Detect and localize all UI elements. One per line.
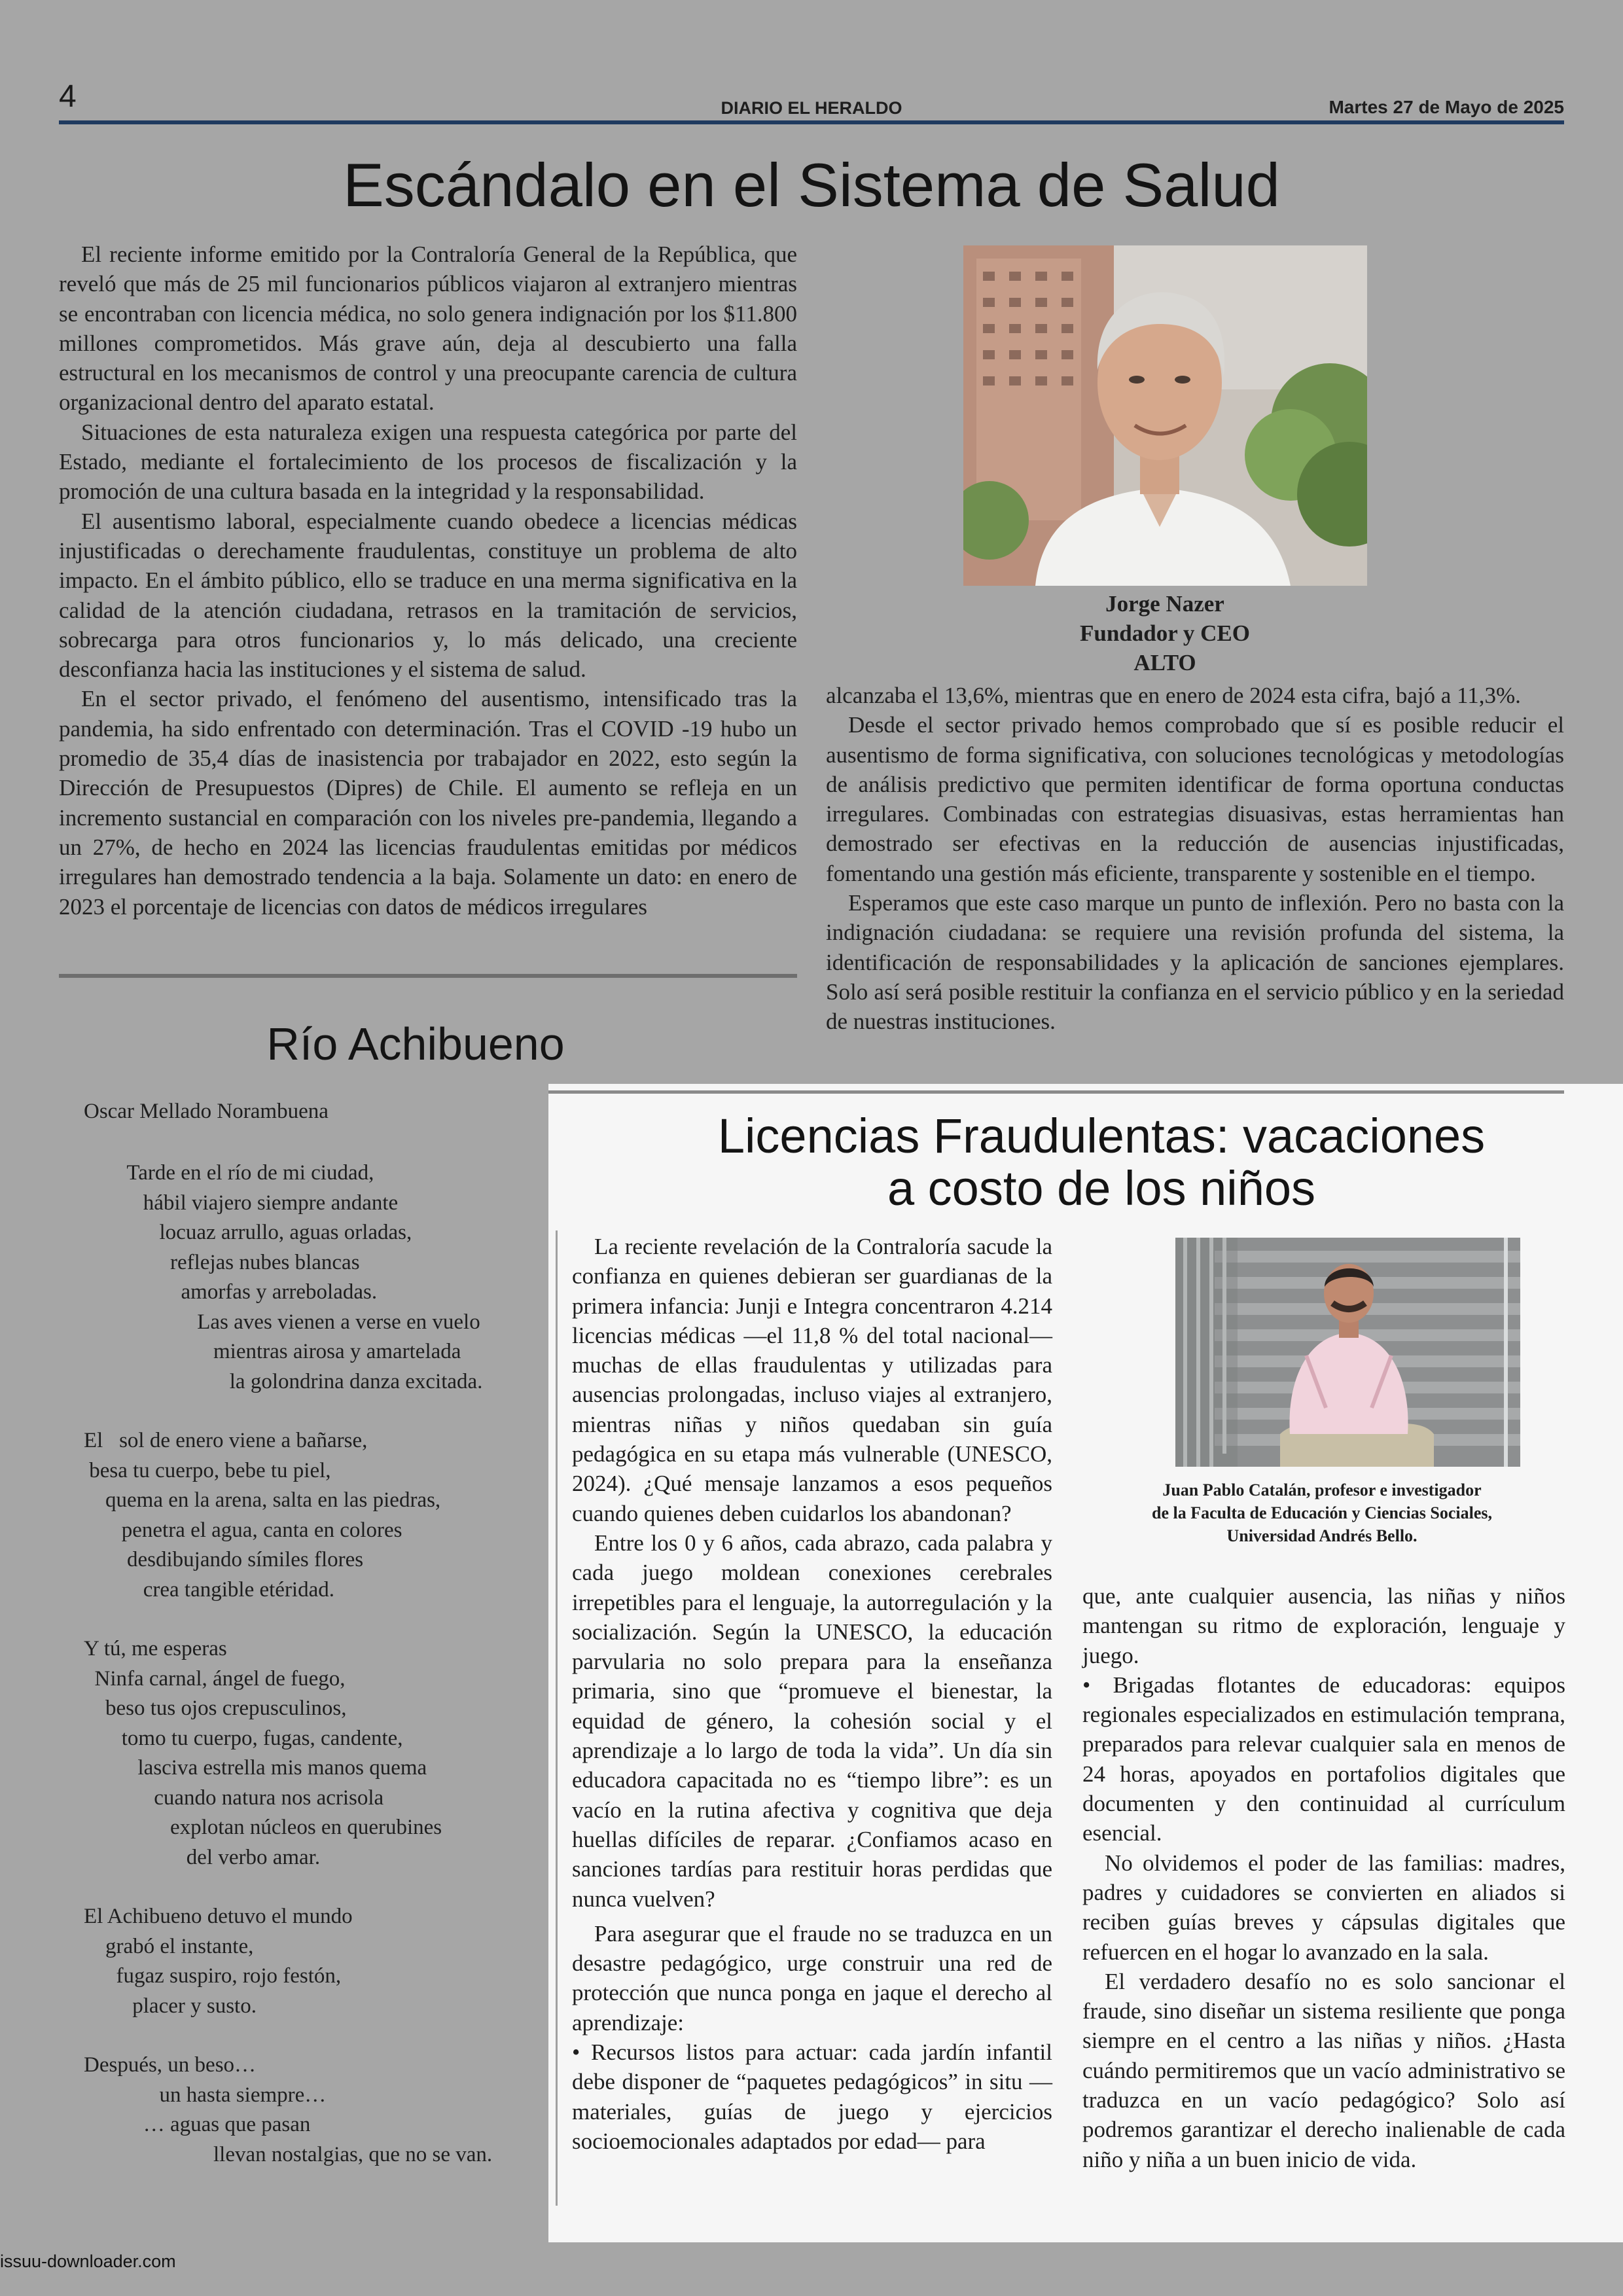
poem-line: mientras airosa y amartelada [84, 1340, 461, 1363]
article-2-headline-line: Licencias Fraudulentas: vacaciones [717, 1109, 1486, 1163]
poem-line: placer y susto. [84, 1994, 257, 2018]
poem-body [84, 1158, 555, 2199]
article-2-bullet: • Brigadas flotantes de educadoras: equipos regionales especializados en estimulación temprana, preparados para relevar cualquier sala en menos de 24 horas, apoyados en portafolios digitales que documenten y den continuidad al currículum esencial. [1082, 1672, 1565, 1846]
poem-line: penetra el agua, canta en colores [84, 1518, 402, 1542]
poem-line: explotan núcleos en querubines [84, 1816, 442, 1839]
article-2-headline [548, 1110, 1623, 1215]
poem-stanza [84, 1158, 555, 1397]
article-2-paragraph: El verdadero desafío no es solo sancionar el fraude, sino diseñar un sistema resiliente que ponga siempre en el centro a las niñas y niños. ¿Hasta cuándo permitiremos que un vacío administrativo se traduzca en un vacío pedagógico? Solo así podremos garantizar el derecho inalienable de cada niño y niña a un buen inicio de vida. [1082, 1968, 1565, 2172]
caption-name: Jorge Nazer [1105, 591, 1224, 617]
publication-date: Martes 27 de Mayo de 2025 [1329, 97, 1564, 117]
poem-line: fugaz suspiro, rojo festón, [84, 1964, 342, 1988]
poem-line: besa tu cuerpo, bebe tu piel, [84, 1458, 331, 1482]
poem-stanza [84, 1902, 555, 2021]
poem-line: Las aves vienen a verse en vuelo [84, 1310, 480, 1334]
caption-line: Universidad Andrés Bello. [1226, 1526, 1418, 1545]
article-1-paragraph: El ausentismo laboral, especialmente cuando obedece a licencias médicas injustificadas o derechamente fraudulentas, constituye un problema de alto impacto. En el ámbito público, ello se traduce en una merma significativa en la calidad de la atención ciudadana, retrasos en la tramitación de servicios, sobrecarga para otros funcionarios y, lo más delicado, una creciente desconfianza hacia las instituciones y el sistema de salud. [59, 508, 797, 683]
poem-line: locuaz arrullo, aguas orladas, [84, 1221, 412, 1244]
poem-line: lasciva estrella mis manos quema [84, 1756, 427, 1780]
masthead-rule [59, 120, 1564, 124]
caption-organization: ALTO [1133, 650, 1196, 675]
article-1-paragraph: Esperamos que este caso marque un punto de inflexión. Pero no basta con la indignación ciudadana: se requiere una revisión profunda del sistema, la identificación de responsabilidades y la aplicación de sanciones ejemplares. Solo así será posible restituir la confianza en el servicio público y en la seriedad de nuestras instituciones. [826, 890, 1564, 1035]
poem-line: … aguas que pasan [84, 2113, 311, 2136]
article-1-paragraph: El reciente informe emitido por la Contraloría General de la República, que reveló que más de 25 mil funcionarios públicos viajaron al extranjero mientras se encontraban con licencia médica, no solo genera indignación por los $11.800 millones comprometidos. Más grave aún, deja al descubierto una falla estructural en los mecanismos de control y una preocupante carencia de cultura organizacional dentro del aparato estatal. [59, 242, 797, 416]
poem-line: llevan nostalgias, que no se van. [84, 2142, 493, 2166]
poem-line: Después, un beso… [84, 2053, 257, 2077]
article-2-paragraph: Para asegurar que el fraude no se traduzca en un desastre pedagógico, urge construir una red de protección que nunca ponga en jaque el derecho al aprendizaje: [572, 1920, 1052, 2036]
section-divider [59, 974, 797, 978]
poem-line: amorfas y arreboladas. [84, 1280, 378, 1304]
article-1-column-right [826, 681, 1564, 1037]
article-2-column-left [572, 1232, 1052, 2156]
poem-line: Y tú, me esperas [84, 1637, 227, 1660]
poem-stanza [84, 2051, 555, 2170]
poem-line: tomo tu cuerpo, fugas, candente, [84, 1726, 403, 1750]
article-2-paragraph: Entre los 0 y 6 años, cada abrazo, cada palabra y cada juego moldean conexiones cerebrales irrepetibles para el lenguaje, la autorregulación y la socialización. Según la UNESCO, la educación parvularia no solo prepara para la enseñanza primaria, sino que “promueve el bienestar, la equidad de género, la cohesión social y el aprendizaje a lo largo de toda la vida”. Un día sin educadora capacitada no es “tiempo libre”: es un vacío en la rutina afectiva y cognitiva que deja huellas difíciles de reparar. ¿Confiamos acaso en sanciones tardías para restituir horas perdidas que nunca vuelven? [572, 1530, 1052, 1912]
article-2-bullet: • Recursos listos para actuar: cada jardín infantil debe disponer de “paquetes pedagógicos” in situ —materiales, guías de juego y ejercicios socioemocionales adaptados por edad— para [572, 2039, 1052, 2154]
juan-pablo-catalan-caption [1073, 1479, 1571, 1547]
poem-line: crea tangible etéridad. [84, 1577, 334, 1602]
poem-line: cuando natura nos acrisola [84, 1785, 384, 1810]
poem-line: desdibujando símiles flores [84, 1548, 364, 1571]
juan-pablo-catalan-photo [1175, 1238, 1520, 1467]
caption-role: Fundador y CEO [1080, 620, 1250, 646]
caption-line: de la Facultа de Educación y Ciencias Sociales, [1152, 1503, 1492, 1522]
poem-line: Tarde en el río de mi ciudad, [84, 1161, 374, 1185]
newspaper-name: DIARIO EL HERALDO [721, 98, 902, 118]
article-2-top-rule [548, 1090, 1564, 1094]
caption-line: Juan Pablo Catalán, profesor e investigador [1162, 1480, 1482, 1499]
article-1-paragraph: alcanzaba el 13,6%, mientras que en enero de 2024 esta cifra, bajó a 11,3%. [826, 683, 1521, 708]
article-1-paragraph: En el sector privado, el fenómeno del ausentismo, intensificado tras la pandemia, ha sido enfrentado con determinación. Tras el COVID -19 hubo un promedio de 35,4 días de inasistencia por trabajador en 2022, esto según la Dirección de Presupuestos (Dipres) de Chile. El aumento se refleja en un incremento sustancial en comparación con los niveles pre-pandemia, llegando a un 27%, de hecho en 2024 las licencias fraudulentas emitidas por médicos irregulares han demostrado tendencia a la baja. Solamente un dato: en enero de 2023 el porcentaje de licencias con datos de médicos irregulares [59, 686, 797, 920]
article-1-paragraph: Desde el sector privado hemos comprobado que sí es posible reducir el ausentismo de forma significativa, con soluciones tecnológicas y metodologías de análisis predictivo que permiten identificar de forma oportuna conductas irregulares. Combinadas con estrategias disuasivas, estas herramientas han demostrado ser efectivas en la reducción de ausencias injustificadas, fomentando una gestión más eficiente, transparente y sostenible en el tiempo. [826, 712, 1564, 886]
masthead [59, 79, 1564, 124]
article-2-paragraph: La reciente revelación de la Contraloría sacude la confianza en quienes debieran ser guardianas de la primera infancia: Junji e Integra concentraron 4.214 licencias médicas —el 11,8 % del total nacional— muchas de ellas fraudulentas y utilizadas para ausencias prolongadas, incluso viajes al extranjero, mientras niñas y niños quedaban sin guía pedagógica en su etapa más vulnerable (UNESCO, 2024). ¿Qué mensaje lanzamos a esos pequeños cuando quienes deben cuidarlos los abandonan? [572, 1234, 1052, 1526]
article-1-headline: Escándalo en el Sistema de Salud [343, 151, 1280, 219]
poem-line: beso tus ojos crepusculinos, [84, 1696, 347, 1720]
poem-line: reflejas nubes blancas [84, 1250, 360, 1274]
poem-line: la golondrina danza excitada. [84, 1369, 483, 1393]
poem-line: grabó el instante, [84, 1934, 254, 1958]
article-2-column-right [1082, 1581, 1565, 2174]
article-2-headline-line: a costo de los niños [887, 1161, 1316, 1215]
poem-line: quema en la arena, salta en las piedras, [84, 1488, 441, 1512]
poem-line: del verbo amar. [84, 1845, 321, 1869]
article-2-side-rule [556, 1230, 558, 2206]
poem-line: un hasta siempre… [84, 2083, 327, 2107]
poem-line: hábil viajero siempre andante [84, 1191, 399, 1215]
poem-stanza [84, 1426, 555, 1605]
page-number: 4 [59, 79, 77, 114]
jorge-nazer-caption [916, 589, 1414, 677]
poem-line: El sol de enero viene a bañarse, [84, 1429, 368, 1452]
article-2-paragraph: que, ante cualquier ausencia, las niñas y niños mantengan su ritmo de exploración, lenguaje y juego. [1082, 1583, 1565, 1668]
poem-line: Ninfa carnal, ángel de fuego, [84, 1666, 346, 1691]
article-1-paragraph: Situaciones de esta naturaleza exigen una respuesta categórica por parte del Estado, mediante el fortalecimiento de los procesos de fiscalización y la promoción de una cultura basada en la integridad y la responsabilidad. [59, 419, 797, 505]
article-1-column-left [59, 240, 797, 922]
poem-stanza [84, 1634, 555, 1873]
jorge-nazer-photo [963, 245, 1367, 586]
source-watermark: issuu-downloader.com [0, 2251, 176, 2271]
poem-title: Río Achibueno [266, 1018, 565, 1069]
article-2-paragraph: No olvidemos el poder de las familias: madres, padres y cuidadores se convierten en aliados si reciben guías breves y cápsulas digitales que refuercen en el hogar lo avanzado en la sala. [1082, 1850, 1565, 1965]
poem-line: El Achibueno detuvo el mundo [84, 1905, 353, 1928]
poem-author: Oscar Mellado Norambuena [84, 1100, 329, 1123]
